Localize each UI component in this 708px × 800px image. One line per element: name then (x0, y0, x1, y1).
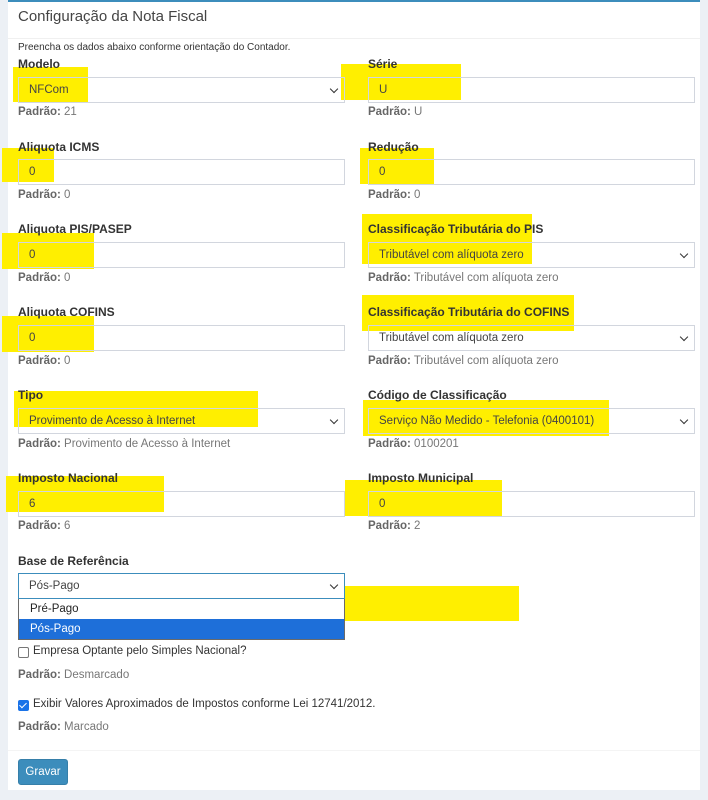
tipo-select[interactable] (18, 408, 345, 434)
simples-default: Padrão: Desmarcado (18, 669, 130, 681)
footer-divider (8, 750, 700, 751)
imposto-nacional-input[interactable] (18, 491, 345, 517)
class-cofins-select[interactable] (368, 325, 695, 351)
lei-default: Padrão: Marcado (18, 721, 109, 733)
base-ref-label: Base de Referência (18, 554, 129, 568)
codigo-class-default: Padrão: 0100201 (368, 438, 459, 450)
serie-input[interactable] (368, 77, 695, 103)
serie-value: U (379, 84, 388, 96)
imposto-nacional-default: Padrão: 6 (18, 520, 71, 532)
lei-label: Exibir Valores Aproximados de Impostos conforme Lei 12741/2012. (33, 698, 376, 710)
serie-default: Padrão: U (368, 106, 423, 118)
codigo-class-value: Serviço Não Medido - Telefonia (0400101) (379, 415, 595, 427)
imposto-nacional-label: Imposto Nacional (18, 471, 119, 485)
class-cofins-default: Padrão: Tributável com alíquota zero (368, 355, 559, 367)
aliquota-icms-value: 0 (29, 166, 36, 178)
class-cofins-value: Tributável com alíquota zero (379, 332, 524, 344)
reducao-input[interactable] (368, 159, 695, 185)
base-ref-value: Pós-Pago (29, 580, 80, 592)
modelo-label: Modelo (18, 57, 60, 71)
option-pos-pago[interactable]: Pós-Pago (19, 619, 344, 639)
codigo-class-select[interactable] (368, 408, 695, 434)
codigo-class-label: Código de Classificação (368, 388, 507, 402)
title-divider (8, 38, 700, 39)
aliquota-icms-input[interactable] (18, 159, 345, 185)
aliquota-pis-value: 0 (29, 249, 36, 261)
class-pis-value: Tributável com alíquota zero (379, 249, 524, 261)
reducao-label: Redução (368, 140, 419, 154)
imposto-nacional-value: 6 (29, 498, 36, 510)
aliquota-cofins-default: Padrão: 0 (18, 355, 71, 367)
aliquota-pis-input[interactable] (18, 242, 345, 268)
aliquota-pis-default: Padrão: 0 (18, 272, 71, 284)
class-pis-default: Padrão: Tributável com alíquota zero (368, 272, 559, 284)
class-pis-label: Classificação Tributária do PIS (368, 222, 544, 236)
imposto-municipal-input[interactable] (368, 491, 695, 517)
tipo-default: Padrão: Provimento de Acesso à Internet (18, 438, 231, 450)
reducao-value: 0 (379, 166, 386, 178)
aliquota-pis-label: Aliquota PIS/PASEP (18, 222, 132, 236)
modelo-value: NFCom (29, 84, 69, 96)
aliquota-cofins-value: 0 (29, 332, 36, 344)
class-pis-select[interactable] (368, 242, 695, 268)
simples-label: Empresa Optante pelo Simples Nacional? (33, 645, 247, 657)
class-cofins-label: Classificação Tributária do COFINS (368, 305, 570, 319)
serie-label: Série (368, 57, 398, 71)
imposto-municipal-default: Padrão: 2 (368, 520, 421, 532)
aliquota-icms-default: Padrão: 0 (18, 189, 71, 201)
tipo-label: Tipo (18, 388, 44, 402)
save-button[interactable]: Gravar (18, 759, 68, 785)
option-pre-pago[interactable]: Pré-Pago (30, 603, 79, 615)
simples-checkbox[interactable] (18, 647, 29, 658)
tipo-value: Provimento de Acesso à Internet (29, 415, 196, 427)
reducao-default: Padrão: 0 (368, 189, 421, 201)
imposto-municipal-label: Imposto Municipal (368, 471, 474, 485)
lei-checkbox[interactable] (18, 700, 29, 711)
panel-title: Configuração da Nota Fiscal (18, 8, 208, 25)
accountant-hint: Preencha os dados abaixo conforme orientação do Contador. (18, 42, 291, 53)
base-ref-select[interactable] (18, 573, 345, 599)
base-ref-dropdown (18, 599, 345, 640)
aliquota-icms-label: Aliquota ICMS (18, 140, 100, 154)
imposto-municipal-value: 0 (379, 498, 386, 510)
highlight-mark (345, 586, 519, 621)
nota-fiscal-panel (8, 0, 700, 790)
modelo-default: Padrão: 21 (18, 106, 77, 118)
modelo-select[interactable] (18, 77, 345, 103)
aliquota-cofins-label: Aliquota COFINS (18, 305, 115, 319)
aliquota-cofins-input[interactable] (18, 325, 345, 351)
